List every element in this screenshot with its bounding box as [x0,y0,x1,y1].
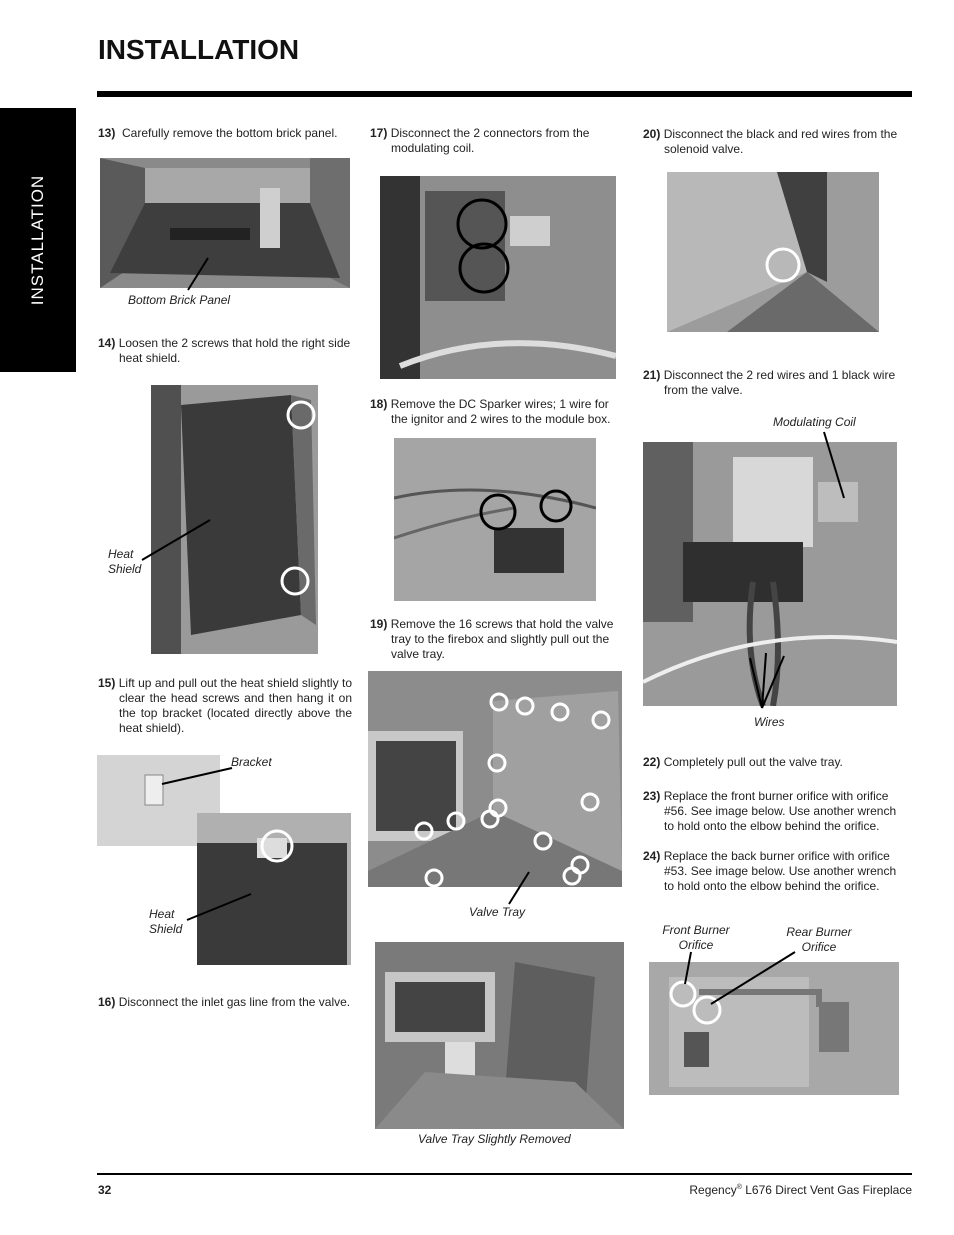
step-17 [370,126,626,156]
page-number: 32 [98,1183,112,1197]
step-16-text: Disconnect the inlet gas line from the valve. [118,995,351,1009]
step-14 [98,336,354,366]
step-21-number: 21) [643,368,661,382]
page-title: INSTALLATION [98,34,300,65]
bracket-leader [160,764,235,789]
registered-mark: ® [736,1184,742,1191]
step-21-text: Disconnect the 2 red wires and 1 black wire from the valve. [663,368,896,397]
step-19-text: Remove the 16 screws that hold the valve tray to the firebox and slightly pull out the valve tray. [390,617,614,661]
step-20-text: Disconnect the black and red wires from the solenoid valve. [663,127,898,156]
step-20-number: 20) [643,127,661,141]
step-24-number: 24) [643,849,661,863]
footer-product [689,1183,912,1197]
step-14-text: Loosen the 2 screws that hold the right side heat shield. [118,336,351,365]
step-18-text: Remove the DC Sparker wires; 1 wire for the ignitor and 2 wires to the module box. [390,397,611,426]
modulating-coil-caption: Modulating Coil [773,415,856,429]
valve-tray-screws-photo [368,671,622,887]
step-18 [370,397,626,427]
step-18-number: 18) [370,397,388,411]
valve-tray-removed-photo [375,942,624,1129]
solenoid-valve-photo [667,172,879,332]
valve-photo-leaders [744,428,854,718]
step-16 [98,995,352,1010]
header-rule [97,91,912,97]
side-tab-label: INSTALLATION [28,174,47,306]
front-burner-caption: Front Burner Orifice [662,923,730,952]
valve-tray-caption: Valve Tray [469,905,526,919]
footer-rule [97,1173,912,1175]
bottom-brick-panel-leader [180,256,220,296]
dc-sparker-photo [394,438,596,601]
heat-shield-caption-1: Heat Shield [108,547,142,576]
step-14-number: 14) [98,336,116,350]
step-21 [643,368,899,398]
step-24-text: Replace the back burner orifice with orifice #53. See image below. Use another wrench to hold onto the elbow behind the orifice. [663,849,897,893]
step-19 [370,617,626,662]
footer-brand: Regency [689,1183,737,1197]
step-24 [643,849,899,894]
step-19-number: 19) [370,617,388,631]
step-16-number: 16) [98,995,116,1009]
step-22-text: Completely pull out the valve tray. [663,755,843,769]
step-22 [643,755,899,770]
step-15-number: 15) [98,676,116,690]
bottom-brick-panel-photo [100,158,350,288]
step-17-text: Disconnect the 2 connectors from the modulating coil. [390,126,590,155]
footer-product-name: L676 Direct Vent Gas Fireplace [741,1183,912,1197]
wires-caption: Wires [754,715,785,729]
step-13-text: Carefully remove the bottom brick panel. [122,126,338,140]
valve-tray-removed-caption: Valve Tray Slightly Removed [418,1132,571,1146]
step-13 [98,126,354,141]
valve-tray-leader [505,868,533,908]
step-13-number: 13) [98,126,116,140]
step-15 [98,676,352,736]
heat-shield-leader-2 [185,890,255,925]
bottom-brick-panel-caption: Bottom Brick Panel [128,293,231,307]
step-23-number: 23) [643,789,661,803]
bracket-caption: Bracket [231,755,272,769]
step-23-text: Replace the front burner orifice with orifice #56. See image below. Use another wrench to hold onto the elbow behind the orifice. [663,789,897,833]
heat-shield-leader-1 [140,515,215,565]
step-17-number: 17) [370,126,388,140]
step-23 [643,789,899,834]
side-tab [0,108,76,372]
step-15-text: Lift up and pull out the heat shield slightly to clear the head screws and then hang it on the top bracket (located directly above the heat shield). [118,676,352,735]
step-20 [643,127,899,157]
modulating-coil-photo [380,176,616,379]
rear-burner-caption: Rear Burner Orifice [786,925,852,954]
heat-shield-hanging-photo [197,813,351,965]
step-22-number: 22) [643,755,661,769]
burner-orifice-leaders [683,948,813,1008]
heat-shield-caption-2: Heat Shield [149,907,183,936]
